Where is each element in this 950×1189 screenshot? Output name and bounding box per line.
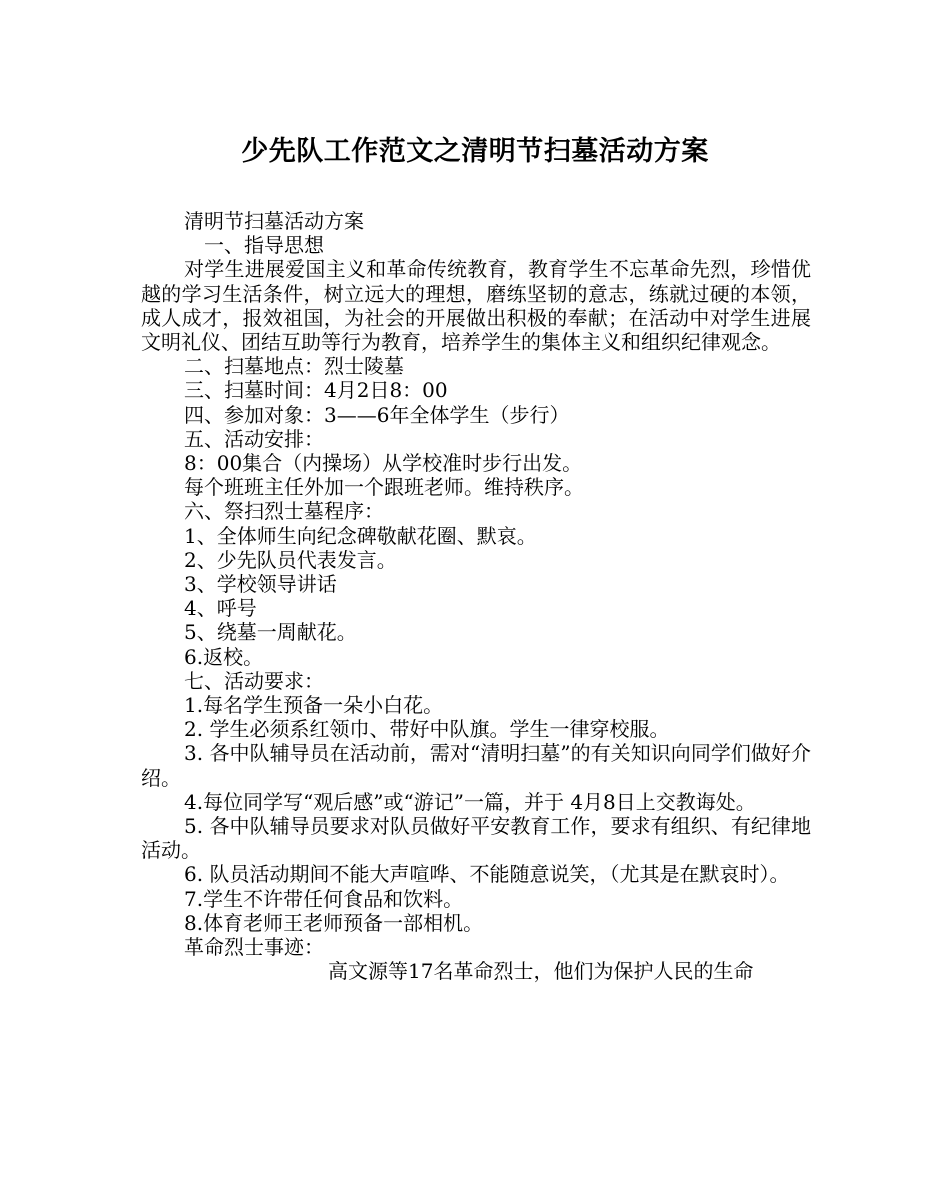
requirement-item: 8.体育老师王老师预备一部相机。 [184,910,484,935]
martyrs-deeds-text: 高文源等17名革命烈士，他们为保护人民的生命 [328,959,754,984]
section-procedure: 六、祭扫烈士墓程序： [184,499,384,524]
procedure-item: 2、少先队员代表发言。 [184,547,397,572]
section-participants: 四、参加对象：3——6年全体学生（步行） [184,402,570,427]
procedure-item: 1、全体师生向纪念碑敬献花圈、默哀。 [184,523,537,548]
document-title: 少先队工作范文之清明节扫墓活动方案 [241,136,709,167]
requirement-item: 1.每名学生预备一朵小白花。 [184,693,444,718]
section-martyrs-deeds: 革命烈士事迹： [184,935,324,960]
arrangement-item: 8：00集合（内操场）从学校准时步行出发。 [184,451,583,476]
requirement-item: 3. 各中队辅导员在活动前，需对“清明扫墓”的有关知识向同学们做好介绍。 [141,741,811,790]
section-location: 二、扫墓地点：烈士陵墓 [184,354,404,379]
guiding-thought-text: 对学生进展爱国主义和革命传统教育，教育学生不忘革命先烈，珍惜优越的学习生活条件，树立远大的理想，磨练坚韧的意志，练就过硬的本领，成人成才，报效祖国，为社会的开展做出积极的奉献；在活动中对学生进展文明礼仪、团结互助等行为教育，培养学生的集体主义和组织纪律观念。 [141,257,811,355]
requirement-item: 6. 队员活动期间不能大声喧哗、不能随意说笑，（尤其是在默哀时）。 [184,862,790,887]
section-requirements: 七、活动要求： [184,668,324,693]
requirement-item: 2. 学生必须系红领巾、带好中队旗。学生一律穿校服。 [184,717,670,742]
procedure-item: 6.返校。 [184,644,264,669]
requirement-item: 4.每位同学写“观后感”或“游记”一篇，并于 4月8日上交教诲处。 [184,789,756,814]
procedure-item: 4、呼号 [184,596,257,621]
document-body [141,209,811,984]
procedure-item: 3、学校领导讲话 [184,572,337,597]
procedure-item: 5、绕墓一周献花。 [184,620,357,645]
section-time: 三、扫墓时间：4月2日8：00 [184,378,448,403]
requirement-item: 7.学生不许带任何食品和饮料。 [184,886,464,911]
section-arrangement: 五、活动安排： [184,426,324,451]
arrangement-item: 每个班班主任外加一个跟班老师。维持秩序。 [184,475,584,500]
requirement-item: 5. 各中队辅导员要求对队员做好平安教育工作，要求有组织、有纪律地活动。 [141,814,811,863]
plan-heading: 清明节扫墓活动方案 [184,209,364,233]
section-guiding-thought: 一、指导思想 [204,233,324,258]
